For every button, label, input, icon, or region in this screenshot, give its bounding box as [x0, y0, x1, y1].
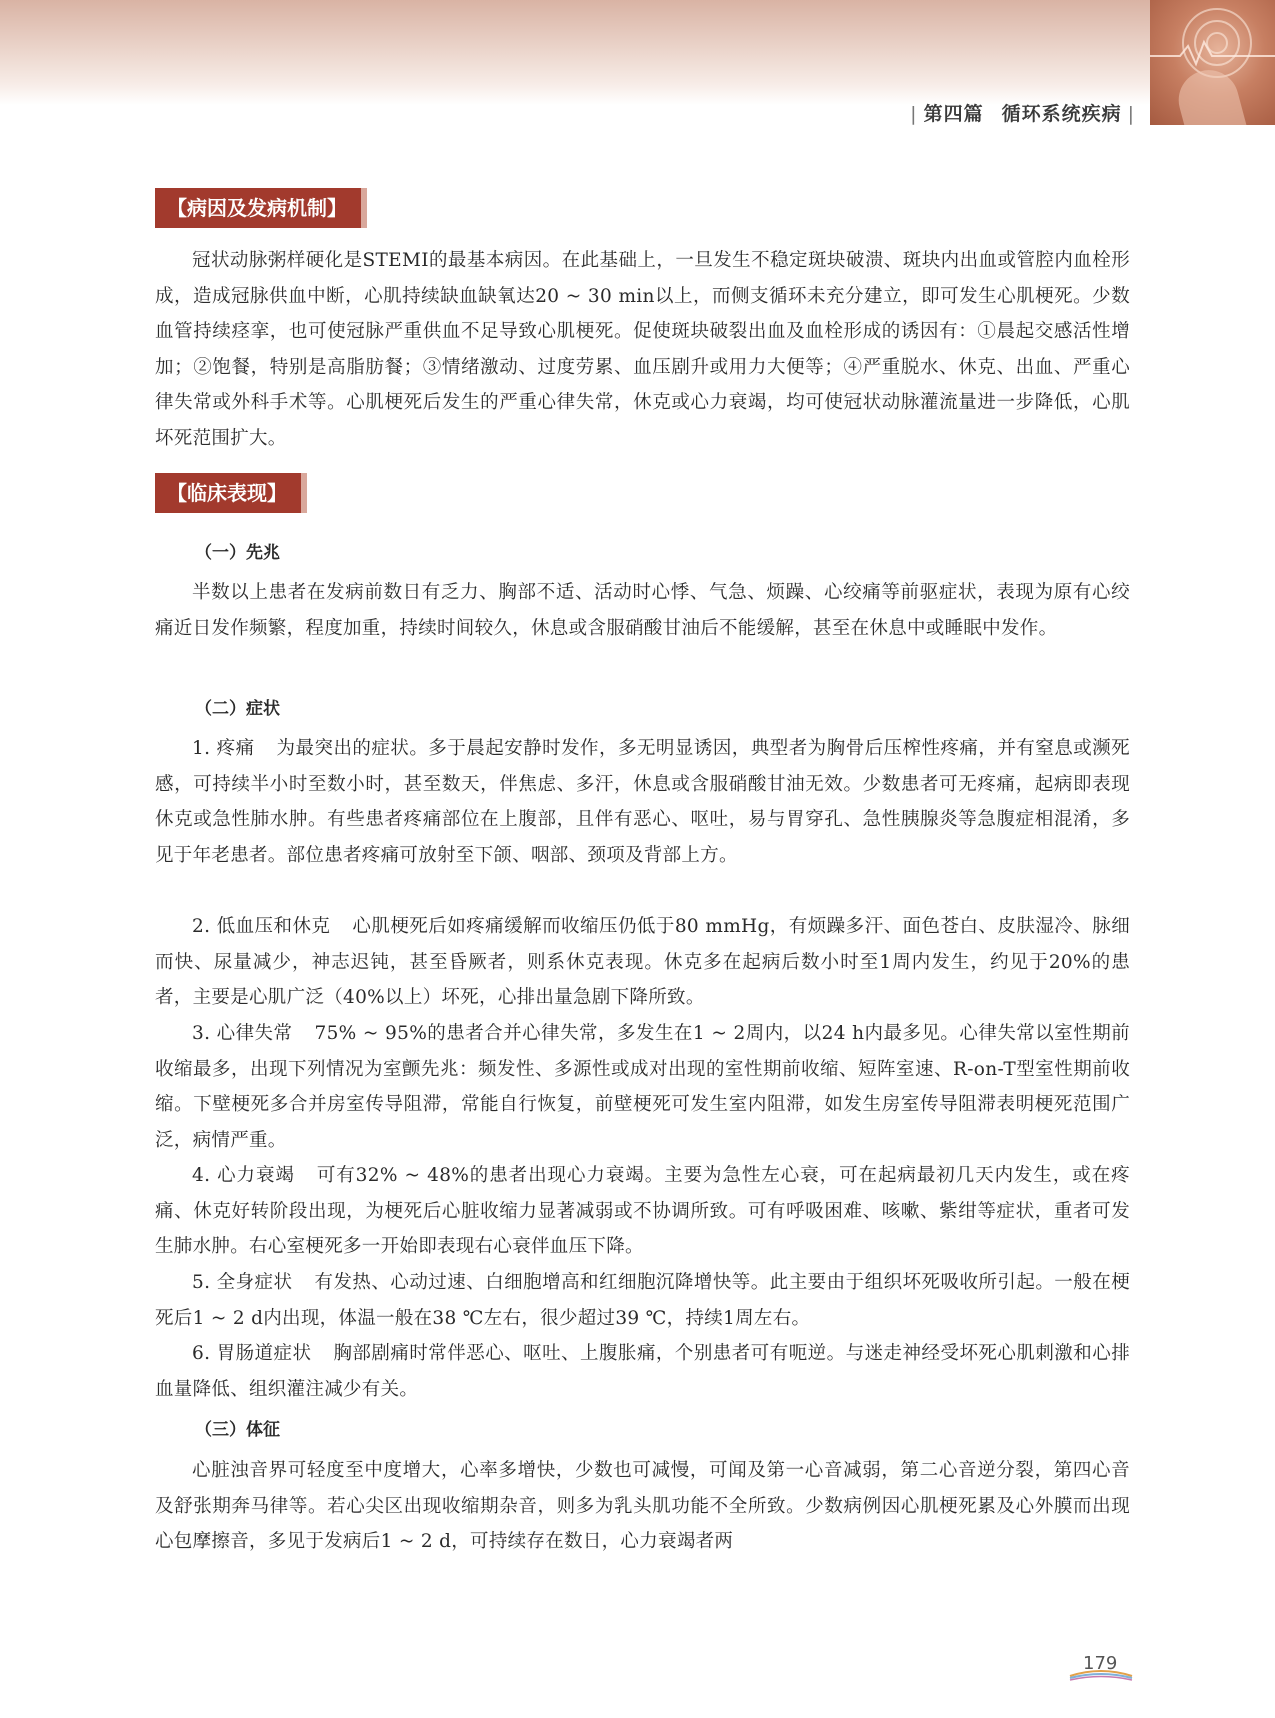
symptom-item-systemic: [155, 1265, 1130, 1336]
section-heading-clinical: 【临床表现】: [155, 473, 301, 513]
symptom-item-arrhythmia: [155, 1016, 1130, 1158]
subsection-prodrome-title: （一）先兆: [195, 543, 280, 563]
page-number: 179: [1083, 1653, 1118, 1674]
page-number-swoosh-icon: [1068, 1668, 1134, 1682]
part-label: 第四篇: [923, 103, 984, 125]
symptom-item-title: 2. 低血压和休克: [192, 916, 331, 937]
subsection-signs-title: （三）体征: [195, 1420, 280, 1440]
subsection-symptoms-title: （二）症状: [195, 699, 280, 719]
signs-paragraph: 心脏浊音界可轻度至中度增大，心率多增快，少数也可减慢，可闻及第一心音减弱，第二心音逆分裂，第四心音及舒张期奔马律等。若心尖区出现收缩期杂音，则多为乳头肌功能不全所致。少数病例因心肌梗死累及心外膜而出现心包摩擦音，多见于发病后1 ~ 2 d，可持续存在数日，心力衰竭者两: [155, 1460, 1130, 1552]
symptom-item-shock: [155, 909, 1130, 1016]
symptom-item-text: 为最突出的症状。多于晨起安静时发作，多无明显诱因，典型者为胸骨后压榨性疼痛，并有窒息或濒死感，可持续半小时至数小时，甚至数天，伴焦虑、多汗，休息或含服硝酸甘油无效。少数患者可无疼痛，起病即表现休克或急性肺水肿。有些患者疼痛部位在上腹部，且伴有恶心、呕吐，易与胃穿孔、急性胰腺炎等急腹症相混淆，多见于年老患者。部位患者疼痛可放射至下颌、咽部、颈项及背部上方。: [155, 738, 1130, 866]
symptom-item-text: 75% ~ 95%的患者合并心律失常，多发生在1 ~ 2周内，以24 h内最多见。心律失常以室性期前收缩最多，出现下列情况为室颤先兆：频发性、多源性或成对出现的室性期前收缩、短阵室速、R-on-T型室性期前收缩。下壁梗死多合并房室传导阻滞，常能自行恢复，前壁梗死可发生室内阻滞，如发生房室传导阻滞表明梗死范围广泛，病情严重。: [155, 1023, 1130, 1151]
symptom-item-gi: [155, 1336, 1130, 1407]
symptom-item-text: 心肌梗死后如疼痛缓解而收缩压仍低于80 mmHg，有烦躁多汗、面色苍白、皮肤湿冷、脉细而快、尿量减少，神志迟钝，甚至昏厥者，则系休克表现。休克多在起病后数小时至1周内发生，约见于20%的患者，主要是心肌广泛（40%以上）坏死，心排出量急剧下降所致。: [155, 916, 1130, 1008]
section-heading-etiology: 【病因及发病机制】: [155, 188, 361, 228]
running-head: | 第四篇 循环系统疾病 |: [910, 103, 1135, 125]
symptom-item-title: 1. 疼痛: [192, 738, 255, 759]
symptom-item-title: 6. 胃肠道症状: [192, 1343, 312, 1364]
header-band: [0, 0, 1275, 105]
part-title: 循环系统疾病: [1001, 103, 1122, 125]
symptom-item-text: 有发热、心动过速、白细胞增高和红细胞沉降增快等。此主要由于组织坏死吸收所引起。一般在梗死后1 ~ 2 d内出现，体温一般在38 ℃左右，很少超过39 ℃，持续1周左右。: [155, 1272, 1130, 1329]
symptom-item-title: 5. 全身症状: [192, 1272, 293, 1293]
symptom-item-text: 胸部剧痛时常伴恶心、呕吐、上腹胀痛，个别患者可有呃逆。与迷走神经受坏死心肌刺激和心排血量降低、组织灌注减少有关。: [155, 1343, 1130, 1400]
symptom-item-heart-failure: [155, 1158, 1130, 1265]
heartbeat-line-icon: [1150, 38, 1275, 68]
prodrome-paragraph: 半数以上患者在发病前数日有乏力、胸部不适、活动时心悸、气急、烦躁、心绞痛等前驱症状，表现为原有心绞痛近日发作频繁，程度加重，持续时间较久，休息或含服硝酸甘油后不能缓解，甚至在休息中或睡眠中发作。: [155, 582, 1130, 639]
etiology-paragraph: 冠状动脉粥样硬化是STEMI的最基本病因。在此基础上，一旦发生不稳定斑块破溃、斑块内出血或管腔内血栓形成，造成冠脉供血中断，心肌持续缺血缺氧达20 ~ 30 min以上，而侧支循环未充分建立，即可发生心肌梗死。少数血管持续痉挛，也可使冠脉严重供血不足导致心肌梗死。促使斑块破裂出血及血栓形成的诱因有：①晨起交感活性增加；②饱餐，特别是高脂肪餐；③情绪激动、过度劳累、血压剧升或用力大便等；④严重脱水、休克、出血、严重心律失常或外科手术等。心肌梗死后发生的严重心律失常，休克或心力衰竭，均可使冠状动脉灌流量进一步降低，心肌坏死范围扩大。: [155, 250, 1130, 449]
symptom-item-text: 可有32% ~ 48%的患者出现心力衰竭。主要为急性左心衰，可在起病最初几天内发生，或在疼痛、休克好转阶段出现，为梗死后心脏收缩力显著减弱或不协调所致。可有呼吸困难、咳嗽、紫绀等症状，重者可发生肺水肿。右心室梗死多一开始即表现右心衰伴血压下降。: [155, 1165, 1130, 1257]
stethoscope-heart-image: [1150, 0, 1275, 125]
symptom-item-title: 3. 心律失常: [192, 1023, 293, 1044]
symptom-item-pain: [155, 731, 1130, 873]
symptom-item-title: 4. 心力衰竭: [192, 1165, 295, 1186]
